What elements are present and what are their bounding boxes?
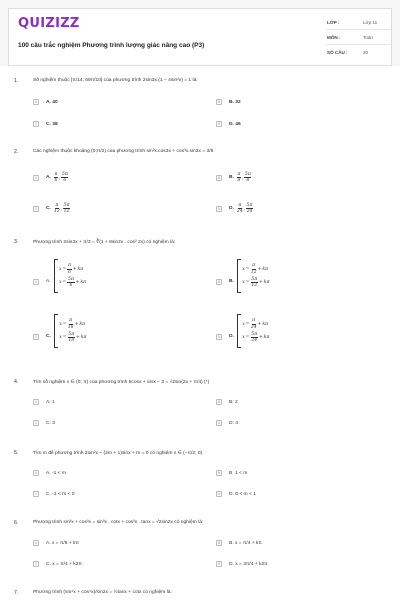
option-label: B.: [229, 279, 234, 284]
option-a[interactable]: [33, 470, 66, 476]
option-label: A: 1: [46, 399, 55, 405]
option-checkbox[interactable]: A: [34, 400, 38, 404]
option-a[interactable]: [33, 99, 58, 105]
option-checkbox[interactable]: C: [34, 206, 38, 211]
option-b[interactable]: [216, 470, 247, 476]
option-b[interactable]: [216, 540, 262, 546]
option-label: D.: [229, 334, 234, 339]
option-b[interactable]: [216, 399, 238, 405]
option-a[interactable]: [33, 399, 55, 405]
option-checkbox[interactable]: C: [34, 492, 38, 496]
option-d[interactable]: D D. $\frac{\pi}{24}$ , $\frac{5\pi}{24}$: [217, 203, 253, 215]
option-checkbox[interactable]: B: [217, 471, 221, 475]
option-a[interactable]: [33, 540, 79, 546]
option-label: C. -1 < m < 0: [46, 491, 75, 497]
option-d[interactable]: [216, 314, 270, 348]
fraction: $\frac{5\pi}{8}$: [244, 172, 251, 184]
solution-system: x = $\frac{\pi}{6}$ + kπ x = $\frac{5\pi}{6}$ + kπ: [54, 259, 87, 293]
option-checkbox[interactable]: A: [34, 100, 38, 104]
meta-table: [326, 15, 392, 59]
page-title: 100 câu trắc nghiệm Phương trình lượng giác nâng cao (P3): [18, 42, 205, 49]
option-checkbox[interactable]: B: [217, 175, 221, 180]
option-c[interactable]: C C. $\frac{\pi}{12}$ , $\frac{5\pi}{12}$: [34, 203, 70, 215]
option-label: D: 4: [229, 420, 238, 426]
option-checkbox[interactable]: C: [34, 335, 38, 339]
option-label: C. x = π/4 + k2π: [46, 561, 82, 567]
option-label: A. -1 < m: [46, 470, 66, 476]
fraction: $\frac{5\pi}{24}$: [246, 203, 253, 215]
option-c[interactable]: [33, 420, 55, 426]
question-number: 1.: [14, 78, 19, 84]
option-c[interactable]: [33, 121, 58, 127]
option-label: D. x = 3π/4 + k2π: [229, 561, 268, 567]
option-label: D.: [229, 206, 234, 212]
meta-value: 20: [363, 49, 369, 55]
option-checkbox[interactable]: A: [34, 471, 38, 475]
fraction: $\frac{5\pi}{12}$: [63, 203, 70, 215]
meta-label: LỚP :: [327, 19, 340, 25]
option-a[interactable]: [33, 259, 87, 293]
question-number: 4.: [14, 379, 19, 385]
option-checkbox[interactable]: D: [217, 562, 221, 566]
option-checkbox[interactable]: B: [217, 280, 221, 284]
option-checkbox[interactable]: A: [34, 541, 38, 545]
option-checkbox[interactable]: B: [217, 100, 221, 104]
question-number: 7.: [14, 590, 19, 596]
question-text: Các nghiệm thuộc khoảng (0;π/2) của phương trình sin³x.cos3x + cos³x.sin3x = 3/8: [33, 149, 214, 154]
option-b[interactable]: B B. $\frac{\pi}{8}$ , $\frac{5\pi}{8}$: [217, 172, 251, 184]
header: [8, 8, 392, 66]
option-label: A.: [46, 279, 51, 284]
option-a[interactable]: A A. $\frac{\pi}{6}$ , $\frac{5\pi}{6}$: [34, 172, 68, 184]
question-text: Tìm m để phương trình 2sin²x − (2m + 1)sinx + m = 0 có nghiệm x ∈ (−π/2; 0).: [33, 451, 204, 456]
question-text: Phương trình sin³x + cos³x = sin³x . cotx + cos³x . tanx = √2sin2x có nghiệm là:: [33, 520, 204, 525]
question-number: 3.: [14, 239, 19, 245]
option-checkbox[interactable]: A: [34, 175, 38, 180]
question-number: 2.: [14, 149, 19, 155]
fraction: $\frac{\pi}{8}$: [237, 172, 241, 184]
question-number: 5.: [14, 450, 19, 456]
option-b[interactable]: [216, 259, 270, 293]
option-checkbox[interactable]: D: [217, 421, 221, 425]
option-d[interactable]: [216, 561, 268, 567]
option-checkbox[interactable]: C: [34, 562, 38, 566]
option-checkbox[interactable]: D: [217, 122, 221, 126]
option-b[interactable]: [216, 99, 241, 105]
solution-system: x = $\frac{\pi}{18}$ + kπ x = $\frac{5\pi}{18}$ + kπ: [54, 314, 87, 348]
option-c[interactable]: [33, 561, 82, 567]
solution-system: x = $\frac{\pi}{24}$ + kπ x = $\frac{5\pi}{24}$ + kπ: [237, 314, 270, 348]
question-text: Tìm số nghiệm x ∈ (0; π) của phương trình 5cosx + sinx − 3 = √2sin(2x + π/4) (*): [33, 380, 210, 385]
option-d[interactable]: [216, 491, 256, 497]
option-label: A. x = π/8 + kπ: [46, 540, 79, 546]
option-checkbox[interactable]: B: [217, 400, 221, 404]
option-checkbox[interactable]: B: [217, 541, 221, 545]
question-text: Phương trình 2sin3x + π/3 = ∛(1 + 8sin2x . cos² 2x) có nghiệm là:: [33, 240, 176, 245]
option-checkbox[interactable]: D: [217, 206, 221, 211]
option-checkbox[interactable]: D: [217, 492, 221, 496]
option-label: D. 0 < m < 1: [229, 491, 256, 497]
meta-row-count: [326, 45, 392, 59]
option-label: C.: [46, 334, 51, 339]
quizizz-logo: QUIZIZZ: [18, 16, 80, 31]
question-number: 6.: [14, 520, 19, 526]
fraction: $\frac{5\pi}{6}$: [61, 172, 68, 184]
option-checkbox[interactable]: C: [34, 421, 38, 425]
meta-label: SỐ CÂU :: [327, 49, 348, 55]
option-c[interactable]: [33, 491, 75, 497]
option-label: A. 40: [46, 99, 58, 105]
option-label: D. 46: [229, 121, 241, 127]
question-text: Số nghiệm thuộc [π/14; 69π/10] của phương trình 2sin3x.(1 − 4sin²x) = 1 là:: [33, 78, 198, 83]
option-label: C: 3: [46, 420, 55, 426]
option-d[interactable]: [216, 121, 241, 127]
option-label: B. 32: [229, 99, 241, 105]
solution-system: x = $\frac{\pi}{12}$ + kπ x = $\frac{5\pi}{12}$ + kπ: [237, 259, 270, 293]
option-checkbox[interactable]: D: [217, 335, 221, 339]
option-label: B: 2: [229, 399, 238, 405]
option-label: B.: [229, 175, 234, 181]
question-text: Phương trình (sin⁴x + cos⁴x)/sin2x = ½tanx + cotx có nghiệm là:: [33, 590, 172, 595]
option-checkbox[interactable]: A: [34, 280, 38, 284]
fraction: $\frac{\pi}{12}$: [53, 203, 60, 215]
meta-label: MÔN :: [327, 34, 341, 40]
option-checkbox[interactable]: C: [34, 122, 38, 126]
option-label: C. 38: [46, 121, 58, 127]
meta-value: Toán: [363, 34, 373, 40]
option-d[interactable]: [216, 420, 238, 426]
meta-row-grade: [326, 15, 392, 30]
option-label: B. x = π/4 + kπ: [229, 540, 262, 546]
fraction: $\frac{\pi}{6}$: [54, 172, 58, 184]
fraction: $\frac{\pi}{24}$: [236, 203, 243, 215]
meta-value: Lớp 11: [363, 19, 378, 25]
option-label: B. 1 < m: [229, 470, 248, 476]
meta-row-subject: [326, 30, 392, 45]
option-label: A.: [46, 175, 51, 181]
question-list: [0, 66, 400, 600]
option-label: C.: [46, 206, 51, 212]
option-c[interactable]: [33, 314, 87, 348]
